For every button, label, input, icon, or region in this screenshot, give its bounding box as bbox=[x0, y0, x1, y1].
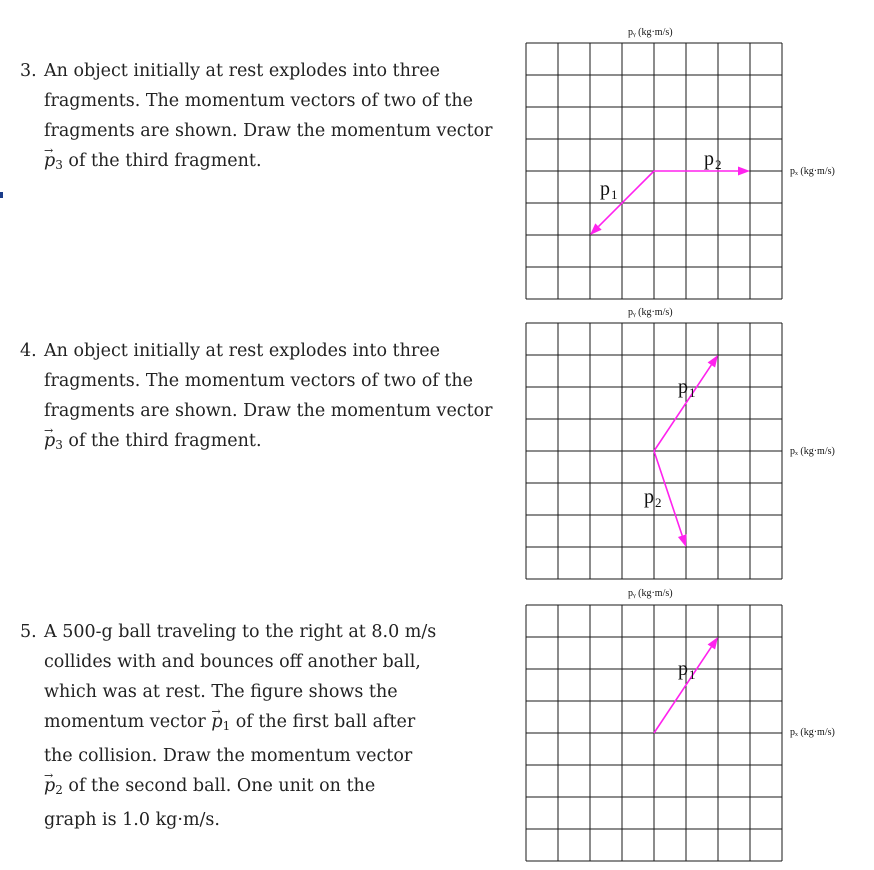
problem-line-rest: of the second ball. One unit on the bbox=[62, 776, 376, 796]
vector-subscript: 3 bbox=[55, 438, 63, 452]
vector-subscript: 2 bbox=[55, 783, 63, 797]
vector-subscript: 1 bbox=[222, 719, 231, 733]
problem-line: the collision. Draw the momentum vector bbox=[44, 746, 413, 766]
momentum-grid-4[interactable] bbox=[525, 322, 783, 580]
problem-line-rest: of the first ball after bbox=[230, 712, 416, 732]
vector-label-subscript: 2 bbox=[655, 495, 662, 510]
vector-arrowhead bbox=[738, 167, 750, 176]
vector-label: p bbox=[644, 486, 654, 508]
page-edge-mark bbox=[0, 192, 3, 198]
problem-line: fragments are shown. Draw the momentum vector bbox=[44, 401, 493, 421]
momentum-vector-p2 bbox=[654, 148, 750, 176]
problem-line bbox=[44, 426, 500, 460]
problem-line: collides with and bounces off another ball, bbox=[44, 652, 421, 672]
problem-line-pre: momentum vector bbox=[44, 712, 212, 732]
py-axis-label: pᵧ (kg·m/s) bbox=[628, 27, 673, 38]
py-axis-label: pᵧ (kg·m/s) bbox=[628, 307, 673, 318]
vector-label: p bbox=[678, 376, 688, 398]
problem-line: fragments are shown. Draw the momentum vector bbox=[44, 121, 493, 141]
vector-subscript: 3 bbox=[55, 158, 63, 172]
vector-shaft bbox=[654, 451, 682, 536]
momentum-grid-5[interactable] bbox=[525, 604, 783, 862]
vector-label-subscript: 1 bbox=[689, 667, 696, 682]
vector-arrowhead bbox=[708, 355, 718, 367]
vector-label-subscript: 1 bbox=[611, 187, 618, 202]
px-axis-label: pₓ (kg·m/s) bbox=[790, 727, 835, 738]
problem-3 bbox=[20, 56, 500, 180]
vector-label: p bbox=[600, 178, 610, 200]
problem-5 bbox=[20, 617, 500, 835]
problem-line bbox=[44, 707, 500, 741]
vector-label-subscript: 1 bbox=[689, 385, 696, 400]
vector-symbol: → p bbox=[44, 431, 55, 451]
vector-symbol: → p bbox=[44, 776, 55, 796]
problem-4 bbox=[20, 336, 500, 460]
momentum-grid-3[interactable] bbox=[525, 42, 783, 300]
problem-text bbox=[44, 336, 500, 460]
problem-number: 4. bbox=[20, 341, 37, 361]
vector-symbol: → p bbox=[211, 712, 222, 732]
vector-arrowhead bbox=[678, 534, 687, 547]
vector-label: p bbox=[704, 148, 714, 170]
problem-number: 3. bbox=[20, 61, 37, 81]
problem-text bbox=[44, 617, 500, 835]
problem-text bbox=[44, 56, 500, 180]
py-axis-label: pᵧ (kg·m/s) bbox=[628, 588, 673, 599]
problem-line: An object initially at rest explodes into three bbox=[44, 341, 440, 361]
problem-line: graph is 1.0 kg·m/s. bbox=[44, 810, 220, 830]
problem-line bbox=[44, 146, 500, 180]
vector-label: p bbox=[678, 658, 688, 680]
problem-number: 5. bbox=[20, 622, 37, 642]
vector-symbol: → p bbox=[44, 151, 55, 171]
problem-line: fragments. The momentum vectors of two of the bbox=[44, 91, 473, 111]
problem-line: which was at rest. The figure shows the bbox=[44, 682, 398, 702]
problem-line: A 500-g ball traveling to the right at 8.0 m/s bbox=[44, 622, 437, 642]
px-axis-label: pₓ (kg·m/s) bbox=[790, 166, 835, 177]
problem-line: An object initially at rest explodes into three bbox=[44, 61, 440, 81]
vector-label-subscript: 2 bbox=[715, 157, 722, 172]
problem-line: fragments. The momentum vectors of two of the bbox=[44, 371, 473, 391]
problem-line-rest: of the third fragment. bbox=[62, 151, 262, 171]
momentum-vector-p2 bbox=[644, 451, 686, 547]
problem-line bbox=[44, 771, 500, 805]
vector-arrowhead bbox=[708, 637, 718, 649]
px-axis-label: pₓ (kg·m/s) bbox=[790, 446, 835, 457]
problem-line-rest: of the third fragment. bbox=[62, 431, 262, 451]
